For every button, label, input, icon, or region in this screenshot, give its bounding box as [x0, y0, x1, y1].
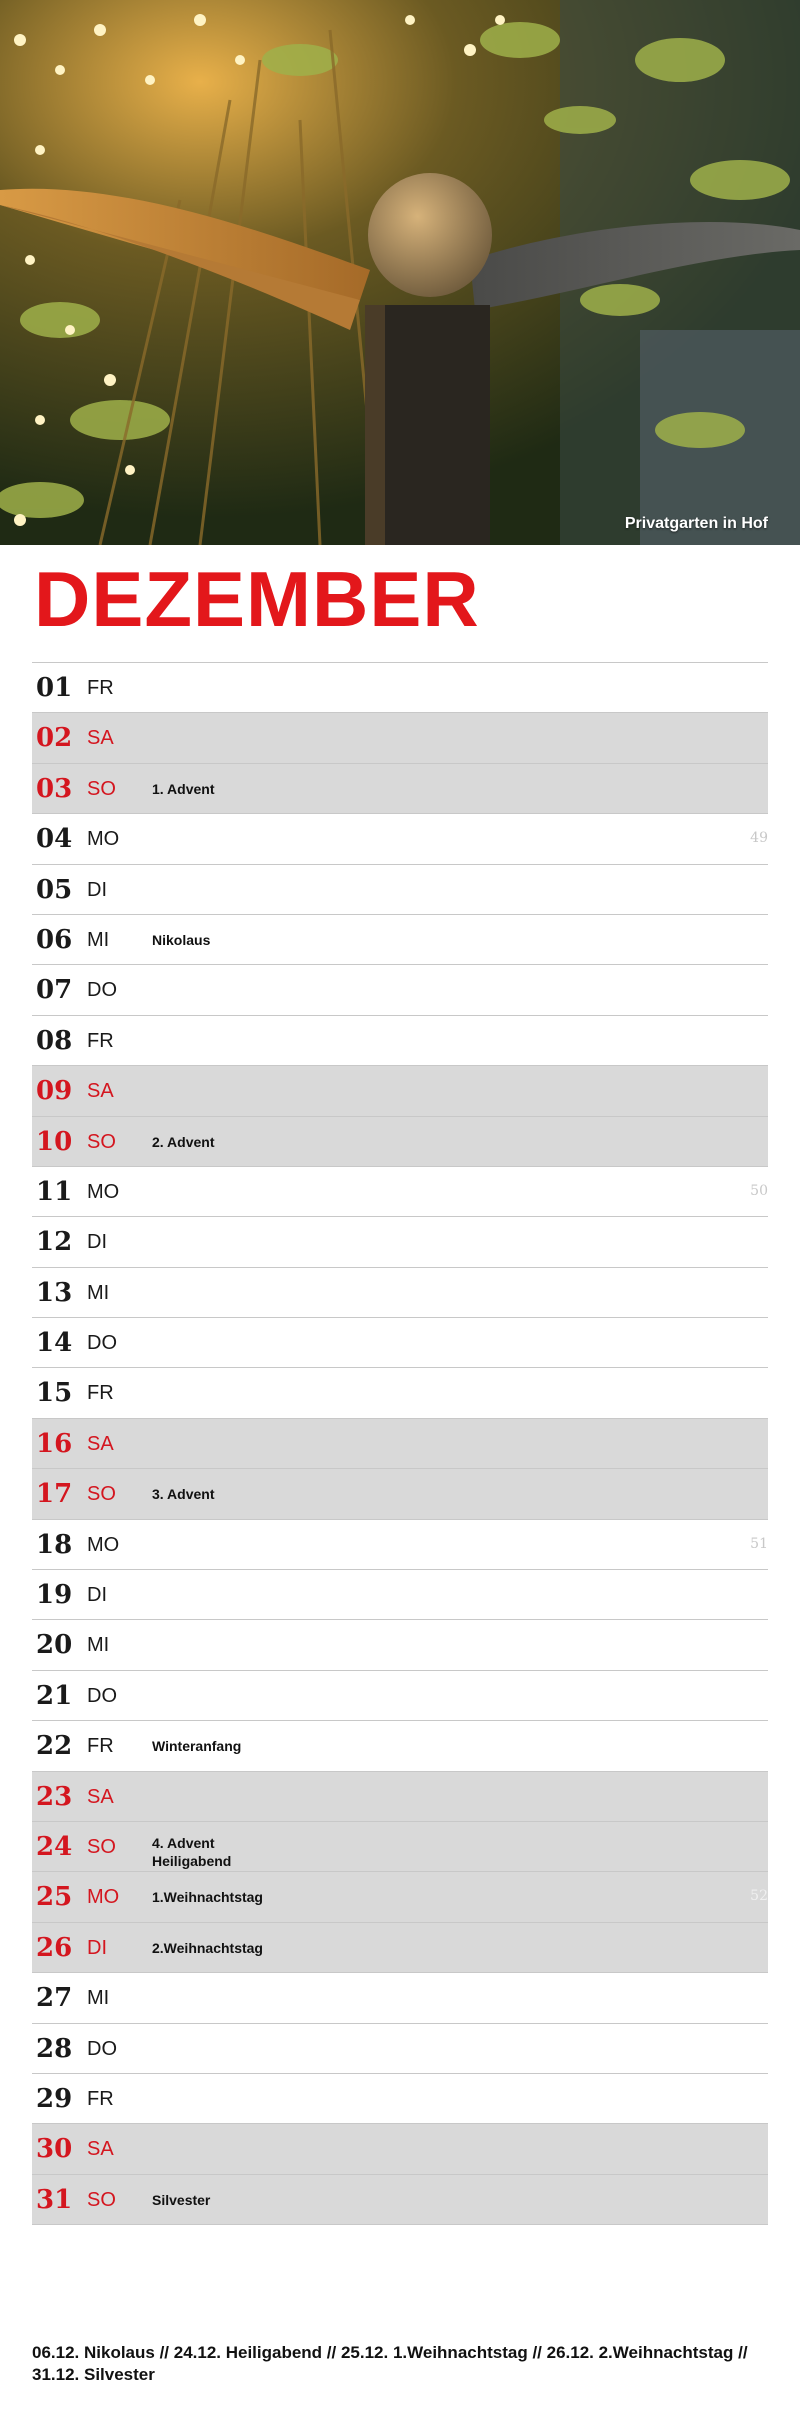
day-number: 09 [36, 1076, 73, 1107]
day-event [152, 1834, 231, 1870]
weekday-name: SO [87, 777, 116, 800]
day-number: 31 [36, 2184, 73, 2215]
day-number: 05 [36, 874, 73, 905]
day-number: 13 [36, 1277, 73, 1308]
month-title: DEZEMBER [34, 555, 480, 643]
day-row [32, 1167, 768, 1217]
weekday-name: DI [87, 1231, 107, 1254]
day-row [32, 1016, 768, 1066]
event-label: 1. Advent [152, 780, 215, 797]
day-row [32, 1066, 768, 1116]
day-number: 29 [36, 2083, 73, 2114]
day-number: 11 [36, 1176, 73, 1207]
day-row [32, 1520, 768, 1570]
weekday-name: FR [87, 2087, 114, 2110]
weekday-name: SO [87, 1483, 116, 1506]
weekday-name: SA [87, 2138, 114, 2161]
event-label: Heiligabend [152, 1852, 232, 1869]
day-event [152, 1134, 215, 1150]
day-row [32, 965, 768, 1015]
weekday-name: FR [87, 1735, 114, 1758]
day-row [32, 1721, 768, 1771]
weekday-name: MO [87, 828, 120, 851]
day-list [32, 662, 768, 2225]
day-number: 30 [36, 2134, 73, 2165]
event-label: 1.Weihnachtstag [152, 1889, 263, 1906]
day-event [152, 1889, 263, 1905]
day-number: 21 [36, 1680, 73, 1711]
day-number: 23 [36, 1781, 73, 1812]
day-row [32, 1419, 768, 1469]
day-number: 14 [36, 1328, 73, 1359]
day-number: 26 [36, 1932, 73, 1963]
day-row [32, 1973, 768, 2023]
day-row [32, 1620, 768, 1670]
day-number: 12 [36, 1227, 73, 1258]
event-label: Winteranfang [152, 1738, 242, 1755]
weekday-name: DO [87, 2037, 117, 2060]
weekday-name: MI [87, 1987, 110, 2010]
day-event [152, 781, 215, 797]
day-row [32, 713, 768, 763]
weekday-name: SA [87, 1432, 114, 1455]
day-row [32, 663, 768, 713]
day-row [32, 2074, 768, 2124]
day-row [32, 1923, 768, 1973]
day-number: 22 [36, 1731, 73, 1762]
holiday-footer: 06.12. Nikolaus // 24.12. Heiligabend // 25.12. 1.Weihnachtstag // 26.12. 2.Weihnachtstag // 31.12. Silvester [32, 2343, 748, 2384]
day-row [32, 764, 768, 814]
day-row [32, 2024, 768, 2074]
event-label: 4. Advent [152, 1834, 215, 1851]
day-row [32, 865, 768, 915]
day-number: 20 [36, 1630, 73, 1661]
weekday-name: DI [87, 1936, 107, 1959]
weekday-name: MO [87, 1533, 120, 1556]
weekday-name: DO [87, 1684, 117, 1707]
weekday-name: DO [87, 1332, 117, 1355]
weekday-name: FR [87, 677, 114, 699]
weekday-name: SA [87, 1080, 114, 1103]
weekday-name: SA [87, 1785, 114, 1808]
day-row [32, 1318, 768, 1368]
week-number: 50 [750, 1182, 768, 1199]
day-event [152, 932, 210, 948]
weekday-name: FR [87, 1382, 114, 1405]
weekday-name: DI [87, 1584, 107, 1607]
event-label: Nikolaus [152, 931, 211, 948]
day-number: 18 [36, 1529, 73, 1560]
day-event [152, 1486, 215, 1502]
day-number: 24 [36, 1831, 73, 1862]
weekday-name: DI [87, 878, 107, 901]
weekday-name: SO [87, 1130, 116, 1153]
day-row [32, 1822, 768, 1872]
day-number: 01 [36, 673, 73, 703]
day-row [32, 1570, 768, 1620]
day-number: 16 [36, 1428, 73, 1459]
day-row [32, 915, 768, 965]
photo-caption: Privatgarten in Hof [624, 515, 768, 532]
day-row [32, 2124, 768, 2174]
day-row [32, 1772, 768, 1822]
weekday-name: DO [87, 979, 117, 1002]
day-row [32, 814, 768, 864]
week-number: 52 [750, 1888, 768, 1905]
day-number: 10 [36, 1126, 73, 1157]
weekday-name: SO [87, 2188, 116, 2211]
weekday-name: MI [87, 1281, 110, 1304]
day-number: 08 [36, 1025, 73, 1056]
day-number: 28 [36, 2033, 73, 2064]
day-event [152, 2192, 210, 2208]
week-number: 51 [750, 1535, 768, 1552]
day-row [32, 1872, 768, 1922]
day-number: 04 [36, 824, 73, 855]
day-event [152, 1940, 263, 1956]
weekday-name: SA [87, 727, 114, 750]
event-label: 3. Advent [152, 1486, 215, 1503]
weekday-name: MI [87, 1634, 110, 1657]
garden-photo-illustration [0, 0, 800, 545]
day-number: 25 [36, 1882, 73, 1913]
weekday-name: SO [87, 1835, 116, 1858]
day-row [32, 1671, 768, 1721]
day-number: 17 [36, 1479, 73, 1510]
day-row [32, 1268, 768, 1318]
day-row [32, 1217, 768, 1267]
header-photo [0, 0, 800, 545]
day-row [32, 1368, 768, 1418]
event-label: Silvester [152, 2191, 211, 2208]
event-label: 2. Advent [152, 1133, 215, 1150]
day-number: 15 [36, 1378, 73, 1409]
week-number: 49 [750, 830, 768, 847]
weekday-name: MO [87, 1180, 120, 1203]
day-number: 06 [36, 924, 73, 955]
day-number: 27 [36, 1983, 73, 2014]
day-row [32, 1469, 768, 1519]
day-event [152, 1738, 241, 1754]
weekday-name: FR [87, 1029, 114, 1052]
event-label: 2.Weihnachtstag [152, 1939, 263, 1956]
weekday-name: MI [87, 928, 110, 951]
day-row [32, 2175, 768, 2225]
day-number: 19 [36, 1580, 73, 1611]
day-number: 02 [36, 723, 73, 754]
day-row [32, 1117, 768, 1167]
day-number: 07 [36, 975, 73, 1006]
weekday-name: MO [87, 1886, 120, 1909]
day-number: 03 [36, 773, 73, 804]
